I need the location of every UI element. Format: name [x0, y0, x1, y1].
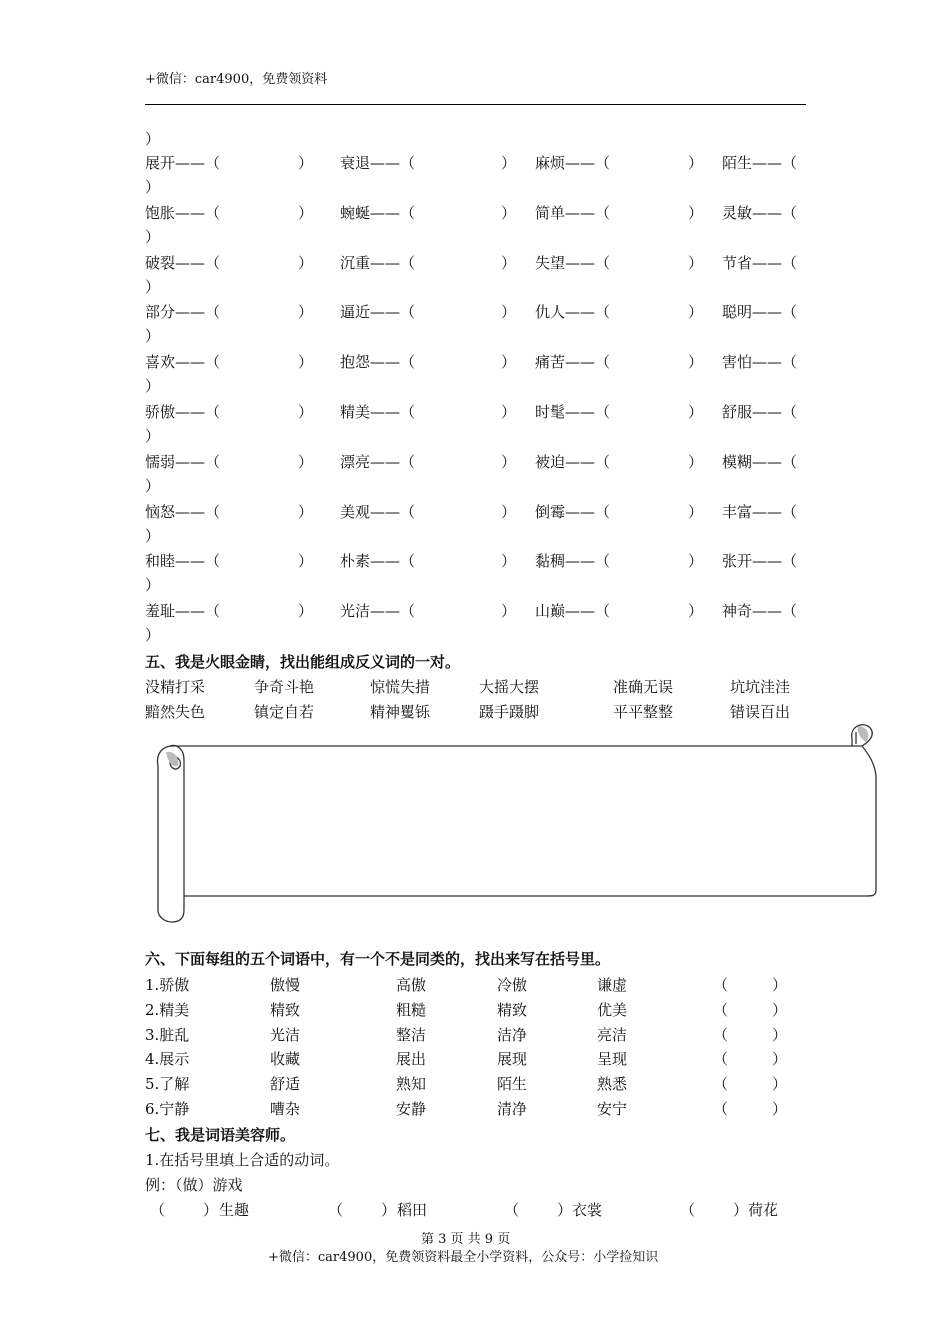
fill-open-paren[interactable]: （ [504, 1201, 520, 1219]
idiom-option[interactable]: 大摇大摆 [479, 678, 540, 696]
group-word: 光洁 [270, 1025, 301, 1044]
antonym-prompt[interactable]: 麻烦——（ [535, 154, 611, 172]
group-word: 呈现 [597, 1050, 628, 1069]
close-paren: ） [501, 253, 517, 272]
fill-word: 生趣 [219, 1201, 250, 1219]
idiom-option[interactable]: 黯然失色 [145, 703, 206, 721]
group-word: 亮洁 [597, 1025, 628, 1044]
close-paren: ） [688, 303, 704, 322]
close-paren: ） [688, 203, 704, 222]
idiom-option[interactable]: 镇定自若 [254, 703, 315, 721]
antonym-prompt[interactable]: 抱怨——（ [340, 353, 416, 372]
antonym-prompt[interactable]: 陌生——（ [722, 154, 798, 172]
close-paren: ） [688, 253, 704, 272]
antonym-prompt[interactable]: 美观——（ [340, 502, 416, 521]
antonym-prompt[interactable]: 简单——（ [535, 203, 611, 222]
idiom-option[interactable]: 没精打采 [145, 678, 206, 696]
row-close-paren: ） [145, 178, 161, 196]
close-paren: ） [688, 154, 704, 172]
close-paren: ） [298, 203, 314, 222]
fill-open-paren[interactable]: （ [680, 1201, 696, 1219]
idiom-option[interactable]: 蹑手蹑脚 [479, 703, 540, 721]
antonym-prompt[interactable]: 漂亮——（ [340, 452, 416, 471]
row-close-paren: ） [145, 327, 161, 346]
antonym-prompt[interactable]: 衰退——（ [340, 154, 416, 172]
close-paren: ） [298, 502, 314, 521]
antonym-prompt[interactable]: 蜿蜒——（ [340, 203, 416, 222]
group-word: 精致 [497, 1000, 528, 1019]
section7-instruction: 1.在括号里填上合适的动词。 [145, 1151, 340, 1169]
group-word: 洁净 [497, 1025, 528, 1044]
idiom-option[interactable]: 坑坑洼洼 [730, 678, 791, 696]
close-paren: ） [298, 253, 314, 272]
antonym-prompt[interactable]: 模糊——（ [722, 452, 798, 471]
answer-close-paren[interactable]: ） [772, 976, 788, 994]
close-paren: ） [298, 602, 314, 621]
answer-open-paren[interactable]: （ [713, 1075, 729, 1094]
antonym-prompt[interactable]: 倒霉——（ [535, 502, 611, 521]
antonym-prompt[interactable]: 破裂——（ [145, 253, 221, 272]
group-word: 优美 [597, 1000, 628, 1019]
group-word: 安静 [396, 1100, 427, 1118]
answer-close-paren[interactable]: ） [772, 1000, 788, 1019]
close-paren: ） [688, 502, 704, 521]
close-paren: ） [688, 602, 704, 621]
row-close-paren: ） [145, 526, 161, 545]
close-paren: ） [501, 502, 517, 521]
fill-word: 荷花 [748, 1201, 779, 1219]
antonym-prompt[interactable]: 恼怒——（ [145, 502, 221, 521]
row-close-paren: ） [145, 277, 161, 296]
fill-word: 衣裳 [572, 1201, 603, 1219]
group-word: 清净 [497, 1100, 528, 1118]
fill-close-paren[interactable]: ） [733, 1201, 749, 1219]
close-paren: ） [298, 552, 314, 571]
section7-title: 七、我是词语美容师。 [145, 1126, 296, 1144]
antonym-prompt[interactable]: 神奇——（ [722, 602, 798, 621]
idiom-option[interactable]: 精神矍铄 [370, 703, 431, 721]
group-word: 4.展示 [145, 1050, 190, 1069]
antonym-prompt[interactable]: 害怕——（ [722, 353, 798, 372]
close-paren: ） [501, 353, 517, 372]
header-divider [145, 104, 806, 105]
idiom-option[interactable]: 平平整整 [613, 703, 674, 721]
close-paren: ） [501, 602, 517, 621]
group-word: 6.宁静 [145, 1100, 190, 1118]
group-word: 安宁 [597, 1100, 628, 1118]
close-paren: ） [688, 403, 704, 421]
fill-close-paren[interactable]: ） [203, 1201, 219, 1219]
answer-close-paren[interactable]: ） [772, 1025, 788, 1044]
row-close-paren: ） [145, 427, 161, 445]
group-word: 熟悉 [597, 1075, 628, 1094]
antonym-prompt[interactable]: 失望——（ [535, 253, 611, 272]
antonym-prompt[interactable]: 聪明——（ [722, 303, 798, 322]
answer-close-paren[interactable]: ） [772, 1075, 788, 1094]
header-text: +微信：car4900，免费领资料 [145, 72, 328, 87]
antonym-prompt[interactable]: 被迫——（ [535, 452, 611, 471]
antonym-prompt[interactable]: 朴素——（ [340, 552, 416, 571]
group-word: 嘈杂 [270, 1100, 301, 1118]
close-paren: ） [501, 552, 517, 571]
idiom-option[interactable]: 惊慌失措 [370, 678, 431, 696]
close-paren: ） [688, 353, 704, 372]
row-close-paren: ） [145, 227, 161, 246]
antonym-prompt[interactable]: 部分——（ [145, 303, 221, 322]
close-paren: ） [501, 203, 517, 222]
antonym-prompt[interactable]: 灵敏——（ [722, 203, 798, 222]
group-word: 3.脏乱 [145, 1025, 190, 1044]
antonym-prompt[interactable]: 喜欢——（ [145, 353, 221, 372]
close-paren: ） [501, 154, 517, 172]
antonym-prompt[interactable]: 节省——（ [722, 253, 798, 272]
group-word: 收藏 [270, 1050, 301, 1069]
antonym-prompt[interactable]: 沉重——（ [340, 253, 416, 272]
fill-open-paren[interactable]: （ [150, 1201, 166, 1219]
answer-open-paren[interactable]: （ [713, 1050, 729, 1069]
antonym-prompt[interactable]: 羞耻——（ [145, 602, 221, 621]
close-paren: ） [501, 403, 517, 421]
group-word: 谦虚 [597, 976, 628, 994]
antonym-prompt[interactable]: 丰富——（ [722, 502, 798, 521]
row-close-paren: ） [145, 626, 161, 645]
answer-close-paren[interactable]: ） [772, 1100, 788, 1118]
close-paren: ） [501, 452, 517, 471]
row-close-paren: ） [145, 476, 161, 495]
antonym-prompt[interactable]: 展开——（ [145, 154, 221, 172]
fill-open-paren[interactable]: （ [328, 1201, 344, 1219]
fill-word: 稻田 [397, 1201, 428, 1219]
close-paren: ） [298, 452, 314, 471]
fill-close-paren[interactable]: ） [557, 1201, 573, 1219]
idiom-option[interactable]: 争奇斗艳 [254, 678, 315, 696]
antonym-prompt[interactable]: 仇人——（ [535, 303, 611, 322]
antonym-prompt[interactable]: 和睦——（ [145, 552, 221, 571]
close-paren: ） [688, 452, 704, 471]
antonym-prompt[interactable]: 痛苦——（ [535, 353, 611, 372]
section6-title: 六、下面每组的五个词语中，有一个不是同类的，找出来写在括号里。 [145, 950, 611, 968]
row-close-paren: ） [145, 576, 161, 595]
antonym-prompt[interactable]: 骄傲——（ [145, 403, 221, 421]
antonym-prompt[interactable]: 光洁——（ [340, 602, 416, 621]
antonym-prompt[interactable]: 黏稠——（ [535, 552, 611, 571]
close-paren: ） [298, 403, 314, 421]
group-word: 冷傲 [497, 976, 528, 994]
answer-open-paren[interactable]: （ [713, 1100, 729, 1118]
antonym-prompt[interactable]: 时髦——（ [535, 403, 611, 421]
group-word: 2.精美 [145, 1000, 190, 1019]
scroll-answer-box[interactable] [150, 718, 880, 924]
idiom-option[interactable]: 准确无误 [613, 678, 674, 696]
antonym-prompt[interactable]: 山巅——（ [535, 602, 611, 621]
antonym-prompt[interactable]: 懦弱——（ [145, 452, 221, 471]
group-word: 陌生 [497, 1075, 528, 1094]
group-word: 展出 [396, 1050, 427, 1069]
answer-open-paren[interactable]: （ [713, 976, 729, 994]
section7-example: 例：（做）游戏 [145, 1176, 243, 1194]
section5-title: 五、我是火眼金睛，找出能组成反义词的一对。 [145, 653, 461, 671]
antonym-prompt[interactable]: 逼近——（ [340, 303, 416, 322]
group-word: 高傲 [396, 976, 427, 994]
group-word: 展现 [497, 1050, 528, 1069]
antonym-prompt[interactable]: 饱胀——（ [145, 203, 221, 222]
close-paren: ） [688, 552, 704, 571]
fill-close-paren[interactable]: ） [381, 1201, 397, 1219]
footer-text: +微信：car4900，免费领资料最全小学资料，公众号：小学捡知识 [268, 1250, 659, 1265]
group-word: 舒适 [270, 1075, 301, 1094]
page-number: 第 3 页 共 9 页 [421, 1232, 511, 1247]
group-word: 熟知 [396, 1075, 427, 1094]
antonym-prompt[interactable]: 张开——（ [722, 552, 798, 571]
close-paren: ） [298, 154, 314, 172]
close-paren: ） [298, 303, 314, 322]
group-word: 粗糙 [396, 1000, 427, 1019]
row-close-paren: ） [145, 130, 161, 148]
group-word: 傲慢 [270, 976, 301, 994]
idiom-option[interactable]: 错误百出 [730, 703, 791, 721]
close-paren: ） [501, 303, 517, 322]
close-paren: ） [298, 353, 314, 372]
group-word: 1.骄傲 [145, 976, 190, 994]
group-word: 整洁 [396, 1025, 427, 1044]
group-word: 5.了解 [145, 1075, 190, 1094]
group-word: 精致 [270, 1000, 301, 1019]
answer-open-paren[interactable]: （ [713, 1025, 729, 1044]
answer-close-paren[interactable]: ） [772, 1050, 788, 1069]
antonym-prompt[interactable]: 精美——（ [340, 403, 416, 421]
antonym-prompt[interactable]: 舒服——（ [722, 403, 798, 421]
answer-open-paren[interactable]: （ [713, 1000, 729, 1019]
row-close-paren: ） [145, 377, 161, 396]
